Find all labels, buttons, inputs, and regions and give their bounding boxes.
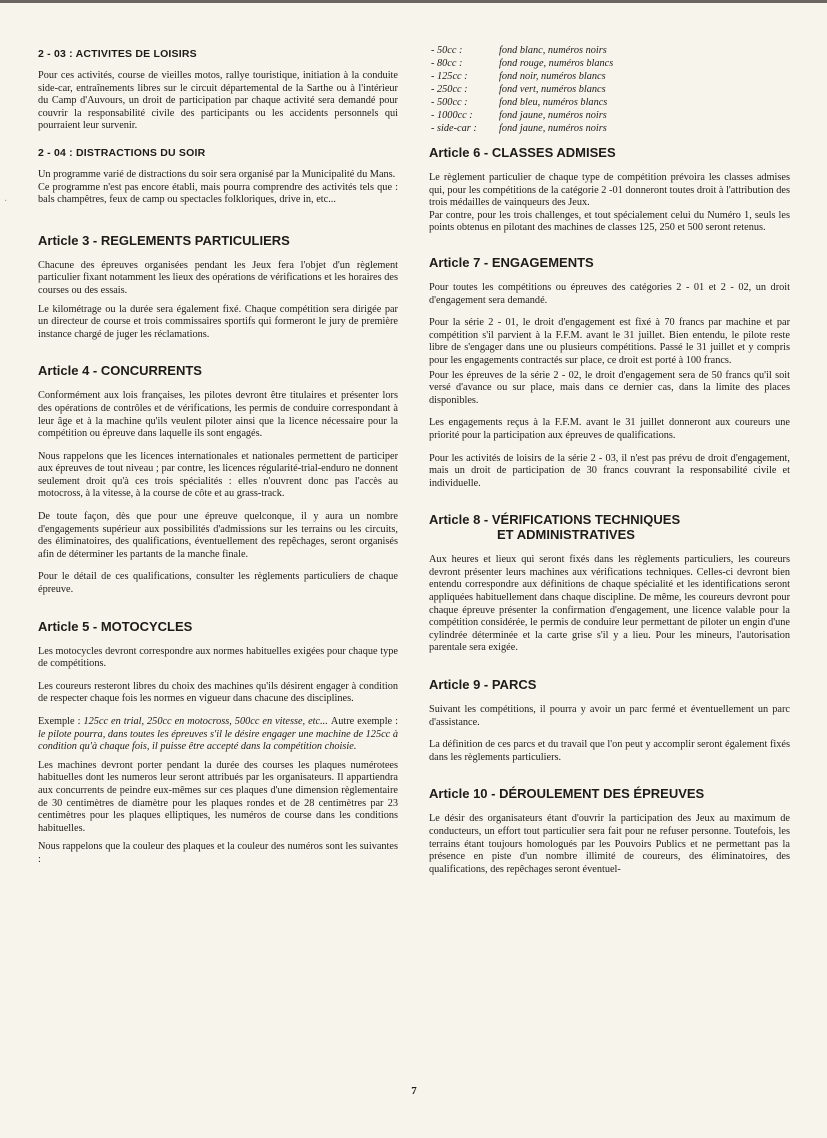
plate-size: - 1000cc : [431,110,473,121]
article-9-title: Article 9 - PARCS [429,677,537,693]
plate-desc: fond rouge, numéros blancs [499,58,614,69]
article-8-p1: Aux heures et lieux qui seront fixés dans les règlements particuliers, les coureurs devront présenter leurs machines aux vérifications techniques. Celles-ci devront bien entendu correspondre aux définitions de chaque spécialité et les identifications seront appliquées habituellement dans chaque discipline. De même, les coureurs devront pour chaque épreuve présenter la confirmation d'engagement, une licence valable pour la compétition considérée, le permis de conduire leur permettant de piloter un engin d'une cylindrée déterminée et la carte grise s'il y a lieu. Pour les mineurs, l'autorisation parentale sera exigée. [429,554,790,654]
section-2-03-text: Pour ces activités, course de vieilles motos, rallye touristique, initiation à la conduite side-car, entraînements libres sur le circuit départemental de la Sarthe ou à l'intérieur du Camp d'Auvours, un droit de participation par chaque activité sera demandé pour couvrir la responsabilité civile des participants ou les accidents personnels qui pourraient leur survenir. [38,70,398,132]
plate-row [429,122,790,135]
plate-row [429,83,790,96]
example-mid: Autre exemple : [330,716,398,727]
article-4-title: Article 4 - CONCURRENTS [38,363,202,379]
article-5-example [38,716,398,754]
plate-size: - 500cc : [431,97,468,108]
section-2-04-p2: Ce programme n'est pas encore établi, mais pourra comprendre des activités tels que : bals champêtres, feux de camp ou spectacles folkloriques, drive in, etc... [38,181,398,206]
plate-desc: fond vert, numéros blancs [499,84,606,95]
example-italic-2: le pilote pourra, dans toutes les épreuves s'il le désire engager une machine de 125cc à condition qu'à chaque fois, il puisse être accepté dans la compétition choisie. [38,728,398,753]
article-7-p1: Pour toutes les compétitions ou épreuves des catégories 2 - 01 et 2 - 02, un droit d'engagement sera demandé. [429,281,790,306]
plate-size: - 80cc : [431,58,463,69]
article-5-p4: Les machines devront porter pendant la durée des courses les plaques numérotees habituelles dont les numeros leur seront attribués par les organisateurs. Il appartiendra aux concurrents de peindre eux-mêmes sur ces plaques d'une dimension règlementaire de 30 centimètres de diamètre pour les plaques rondes et de 28 centimètres par 23 centimètres pour les plaques elliptiques, les numéros de course dans les conditions habituelles. [38,759,398,834]
plate-color-list [429,44,790,135]
article-5-p1: Les motocycles devront correspondre aux normes habituelles exigées pour chaque type de compétitions. [38,645,398,670]
plate-size: - 50cc : [431,45,463,56]
page-top-border [0,0,827,3]
article-4-p1: Conformément aux lois françaises, les pilotes devront être titulaires et présenter lors des opérations de contrôles et de vérifications, les permis de conduire correspondant à leur âge et à la machine qu'ils veulent piloter ainsi que la licence nécessaire pour la compétition ou épreuve dans laquelle ils sont engagés. [38,390,398,440]
article-4-p3: De toute façon, dès que pour une épreuve quelconque, il y aura un nombre d'engagements supérieur aux possibilités d'admissions sur les terrains ou les circuits, des éliminatoires, des qualifications, éventuellement des repêchages, seront organisés afin de déterminer les partants de la manche finale. [38,511,398,560]
article-7-p2: Pour la série 2 - 01, le droit d'engagement est fixé à 70 francs par machine et par compétition s'il parvient à la F.F.M. avant le 31 juillet. Bien entendu, le pilote reste libre de s'engager dans une ou plusieurs compétitions. Passé le 31 juillet et y compris pour les engagements contractés sur place, ce droit est porté à 100 francs. [429,317,790,366]
article-7-p4: Les engagements reçus à la F.F.M. avant le 31 juillet donneront aux coureurs une priorité pour la participation aux épreuves de qualifications. [429,417,790,441]
article-3-title: Article 3 - REGLEMENTS PARTICULIERS [38,232,290,248]
page-number: 7 [411,1085,417,1097]
article-5-title: Article 5 - MOTOCYCLES [38,618,193,634]
article-8-title-line2: ET ADMINISTRATIVES [497,527,635,543]
plate-row [429,57,790,70]
article-3-p1: Chacune des épreuves organisées pendant les Jeux fera l'objet d'un règlement particulier fixant notamment les lieux des opérations de vérifications et les horaires des courses ou des essais. [38,259,398,296]
plate-desc: fond jaune, numéros noirs [499,110,607,121]
plate-desc: fond jaune, numéros noirs [499,123,607,134]
article-10-title: Article 10 - DÉROULEMENT DES ÉPREUVES [429,786,705,802]
article-8-title-line1: Article 8 - VÉRIFICATIONS TECHNIQUES [429,512,681,528]
plate-row [429,109,790,122]
margin-mark: · [4,196,8,207]
article-10-p1: Le désir des organisateurs étant d'ouvrir la participation des Jeux au maximum de conducteurs, un effort tout particulier sera fait pour ne refuser personne. Toutefois, les terrains étant toujours homologués par les Pouvoirs Publics et ne permettant pas la présence en piste d'un nombre illimité de coureurs, des éliminatoires, des qualifications, des repêchages seront éventuel- [429,813,790,875]
article-6-title: Article 6 - CLASSES ADMISES [429,145,616,160]
article-4-p2: Nous rappelons que les licences internationales et nationales permettent de participer aux épreuves de tout niveau ; par contre, les licences régularité-trial-enduro ne donnent seulement droit qu'à ces trois spécialités : elles n'ouvrent donc pas l'accès au motocross, à la vitesse, à la course de côte et au grass-track. [38,450,398,500]
article-4-p4: Pour le détail de ces qualifications, consulter les règlements particuliers de chaque épreuve. [38,571,398,596]
section-2-04-title: 2 - 04 : DISTRACTIONS DU SOIR [38,146,206,159]
article-9-p1: Suivant les compétitions, il pourra y avoir un parc fermé et éventuellement un parc d'assistance. [429,704,790,728]
article-5-p2: Les coureurs resteront libres du choix des machines qu'ils désirent engager à condition de respecter chaque fois les normes en vigueur dans chacune des disciplines. [38,680,398,705]
plate-desc: fond blanc, numéros noirs [499,45,607,56]
plate-desc: fond bleu, numéros blancs [499,97,608,108]
plate-desc: fond noir, numéros blancs [499,71,606,82]
article-8-title [429,512,790,542]
example-lead: Exemple : [38,716,81,727]
plate-row [429,44,790,57]
article-9-p2: La définition de ces parcs et du travail que l'on peut y accomplir seront également fixés dans les règlements particuliers. [429,739,790,763]
section-2-03-title: 2 - 03 : ACTIVITES DE LOISIRS [38,48,197,60]
article-6-p1: Le règlement particulier de chaque type de compétition prévoira les classes admises qui, pour les compétitions de la catégorie 2 -01 donneront toutes droit à l'attribution des trois médailles de vainqueurs des Jeux. [429,172,790,209]
article-7-p3: Pour les épreuves de la série 2 - 02, le droit d'engagement sera de 50 francs qu'il soit versé d'avance ou sur place, mais dans ce dernier cas, dans la limite des places disponibles. [429,369,790,406]
article-3-p2: Le kilométrage ou la durée sera également fixé. Chaque compétition sera dirigée par un directeur de course et trois commissaires sportifs qui formeront le jury de première instance chargé de juger les réclamations. [38,303,398,340]
article-5-p5: Nous rappelons que la couleur des plaques et la couleur des numéros sont les suivantes : [38,841,398,865]
plate-row [429,70,790,83]
article-6-p2: Par contre, pour les trois challenges, et tout spécialement celui du Numéro 1, seuls les points obtenus en pilotant des machines de classes 125, 250 et 500 seront retenus. [429,209,790,234]
article-7-title: Article 7 - ENGAGEMENTS [429,254,594,270]
section-2-04-p1: Un programme varié de distractions du soir sera organisé par la Municipalité du Mans. [38,168,396,180]
plate-size: - side-car : [431,123,477,134]
example-italic: 125cc en trial, 250cc en motocross, 500cc en vitesse, etc... [80,716,331,727]
right-column [429,44,790,882]
plate-size: - 125cc : [431,71,468,82]
left-column [38,40,398,873]
plate-size: - 250cc : [431,84,468,95]
article-7-p5: Pour les activités de loisirs de la série 2 - 03, il n'est pas prévu de droit d'engagement, mais un droit de participation de 30 francs couvrant la responsabilité civile et individuelle. [429,452,790,489]
plate-row [429,96,790,109]
